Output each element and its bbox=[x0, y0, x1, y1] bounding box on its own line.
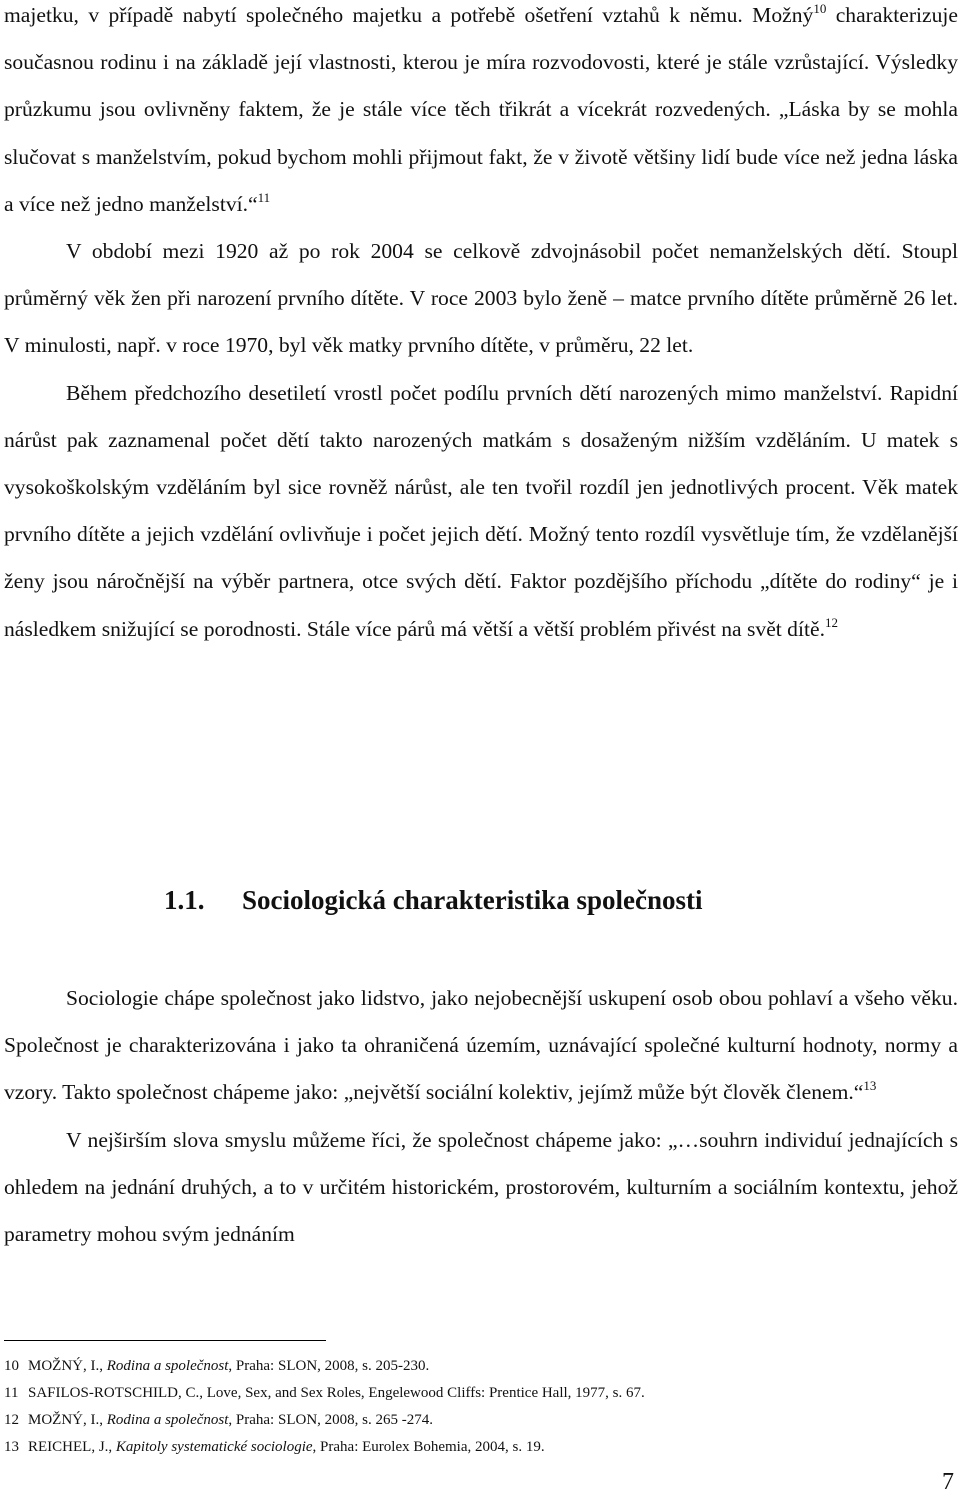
footnote-separator bbox=[4, 1340, 326, 1341]
footnote-ref-10[interactable]: 10 bbox=[813, 1, 827, 16]
paragraph-1: majetku, v případě nabytí společného majetku a potřebě ošetření vztahů k němu. Možný$^{10}$ charakterizuje současnou rodinu i na základě její vlastnosti, kterou je míra rozvodovosti, které je stále vzrůstající. Výsledky průzkumu jsou ovlivněny faktem, že je stále více těch třikrát a vícekrát rozvedených. „Láska by se mohla slučovat s manželstvím, pokud bychom mohli přijmout fakt, že v životě většiny lidí bude více než jedna láska a více než jedno manželství.“$^{11}$ bbox=[4, 1, 958, 216]
footnote-ref-11[interactable]: 11 bbox=[257, 189, 271, 205]
footnote-11: 11 SAFILOS-ROTSCHILD, C., Love, Sex, and Sex Roles, Engelewood Cliffs: Prentice Hall, 1977, s. 67. bbox=[4, 1385, 645, 1401]
body-text bbox=[4, 0, 958, 653]
footnote-ref-12[interactable]: 12 bbox=[824, 614, 838, 630]
paragraph-3: Během předchozího desetiletí vrostl počet podílu prvních dětí narozených mimo manželství. Rapidní nárůst pak zaznamenal počet dětí takto narozených matkám s dosaženým nižším vzděláním. U matek s vysokoškolským vzděláním byl sice rovněž nárůst, ale ten tvořil rozdíl jen jednotlivých procent. Věk matek prvního dítěte a jejich vzdělání ovlivňuje i počet jejich dětí. Možný tento rozdíl vysvětluje tím, že vzdělanější ženy jsou náročnější na výběr partnera, otce svých dětí. Faktor pozdějšího příchodu „dítěte do rodiny“ je i následkem snižující se porodnosti. Stále více párů má větší a větší problém přivést na svět dítě.$^{12}$ bbox=[4, 380, 958, 641]
footnote-ref-13[interactable]: 13 bbox=[863, 1078, 877, 1094]
section-title: Sociologická charakteristika společnosti bbox=[242, 885, 703, 915]
section-paragraph-2: V nejširším slova smyslu můžeme říci, že společnost chápeme jako: „…souhrn individuí jednajících s ohledem na jednání druhých, a to v určitém historickém, prostorovém, kulturním a sociálním kontextu, jehož parametry mohou svým jednáním bbox=[4, 1127, 958, 1247]
footnote-10: 10 MOŽNÝ, I., Rodina a společnost, Praha: SLON, 2008, s. 205-230. bbox=[4, 1358, 430, 1374]
section-text bbox=[4, 975, 958, 1258]
footnotes bbox=[4, 1353, 944, 1461]
page-number: 7 bbox=[942, 1469, 954, 1495]
section-paragraph-1: Sociologie chápe společnost jako lidstvo, jako nejobecnější uskupení osob obou pohlaví a všeho věku. Společnost je charakterizována i jako ta ohraničená územím, uznávající společné kulturní hodnoty, normy a vzory. Takto společnost chápeme jako: „největší sociální kolektiv, jejímž může být člověk členem.“$^{13}$ bbox=[4, 986, 958, 1105]
paragraph-2: V období mezi 1920 až po rok 2004 se celkově zdvojnásobil počet nemanželských dětí. Stoupl průměrný věk žen při narození prvního dítěte. V roce 2003 bylo ženě – matce prvního dítěte průměrně 26 let. V minulosti, např. v roce 1970, byl věk matky prvního dítěte, v průměru, 22 let. bbox=[4, 239, 958, 358]
section-number: 1.1. bbox=[164, 885, 205, 915]
footnote-13: 13 REICHEL, J., Kapitoly systematické sociologie, Praha: Eurolex Bohemia, 2004, s. 19. bbox=[4, 1439, 545, 1455]
footnote-12: 12 MOŽNÝ, I., Rodina a společnost, Praha: SLON, 2008, s. 265 -274. bbox=[4, 1412, 433, 1428]
